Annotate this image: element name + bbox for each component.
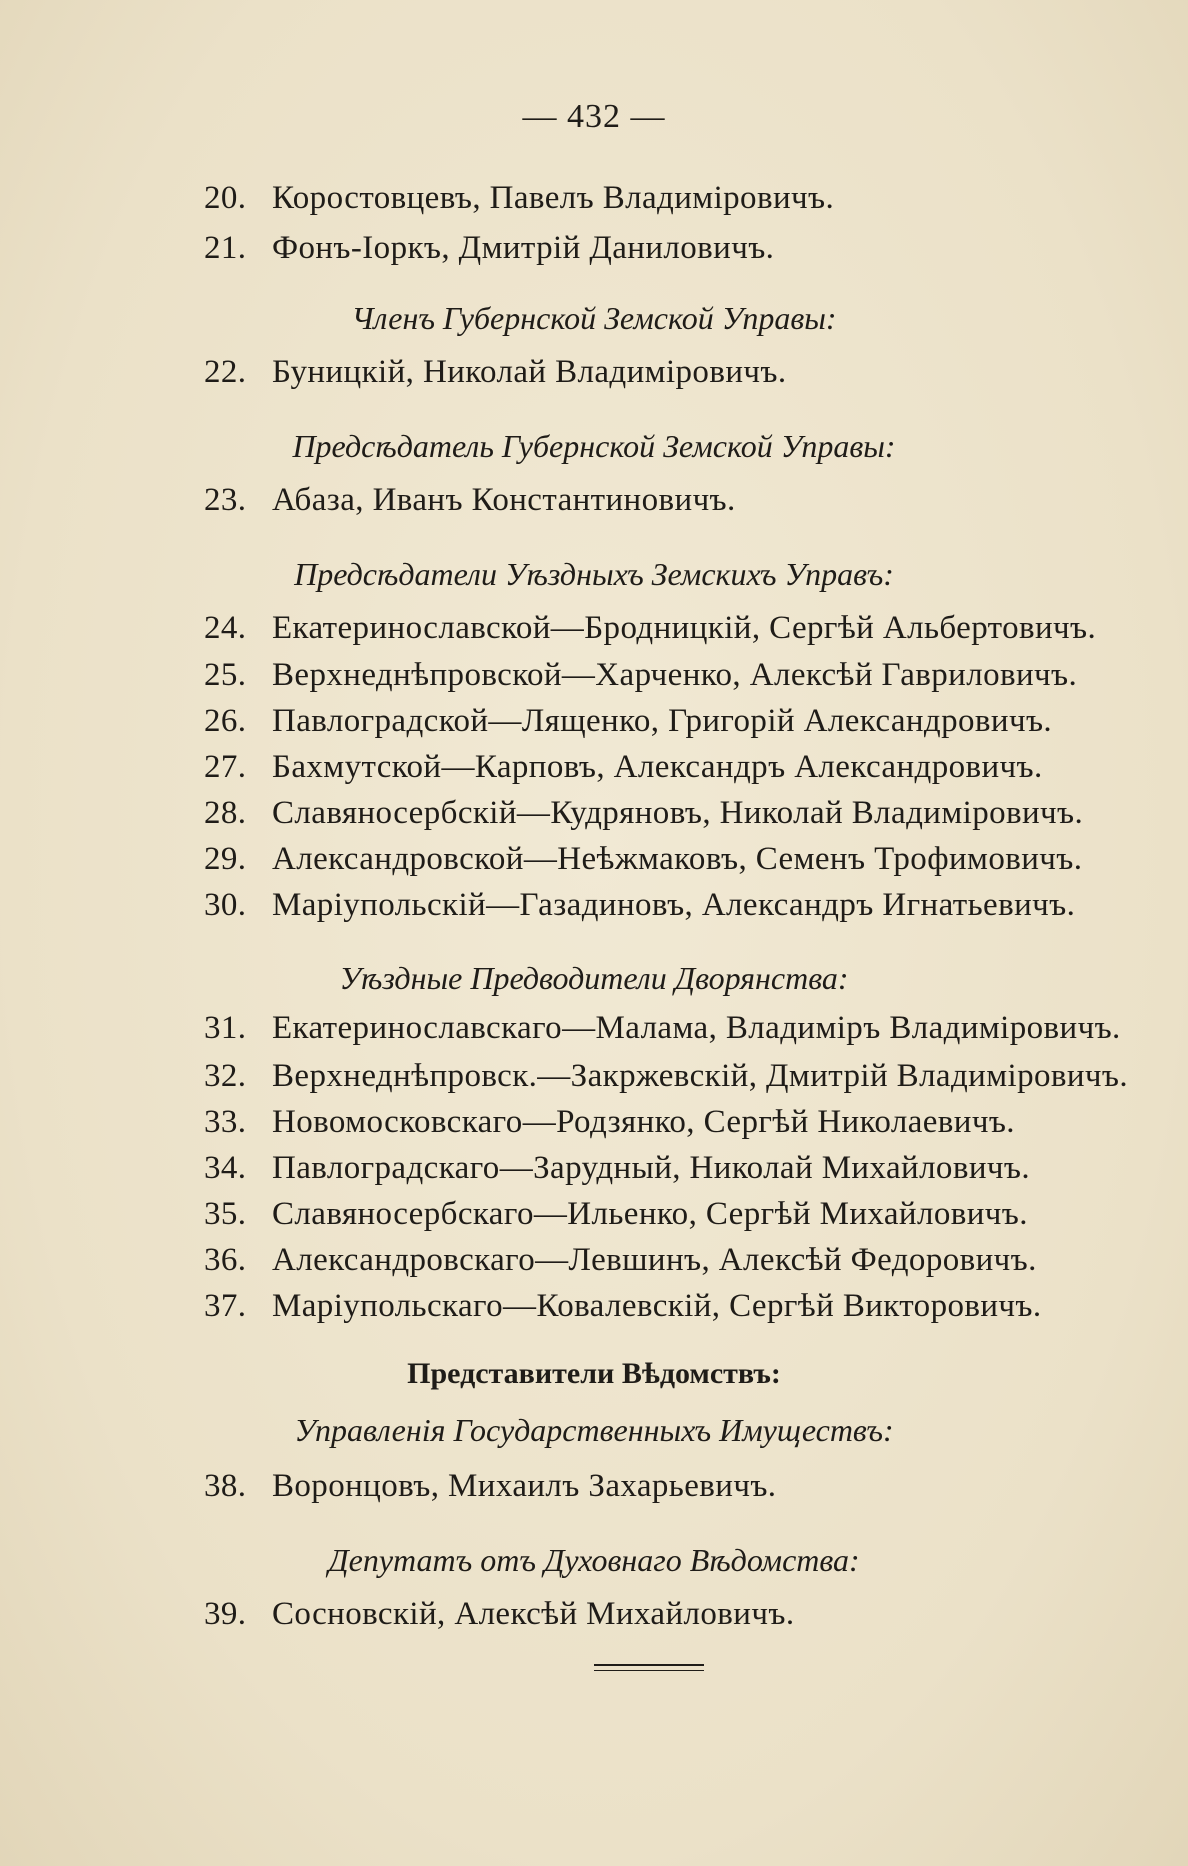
entry-text: Екатеринославскаго—Малама, Владиміръ Владиміровичъ. xyxy=(272,1010,1121,1046)
list-item xyxy=(204,1194,1028,1234)
list-item xyxy=(204,1466,776,1506)
page-number: — 432 — xyxy=(522,98,666,135)
entry-text: Славяносербскій—Кудряновъ, Николай Владиміровичъ. xyxy=(272,795,1084,831)
list-item xyxy=(204,747,1043,787)
list-item xyxy=(204,839,1082,879)
list-item xyxy=(204,885,1075,925)
entry-text: Славяносербскаго—Ильенко, Сергѣй Михайловичъ. xyxy=(272,1196,1028,1232)
entry-number: 36. xyxy=(204,1242,247,1278)
entry-number: 20. xyxy=(204,180,247,216)
entry-number: 29. xyxy=(204,841,247,877)
entry-text: Маріупольскій—Газадиновъ, Александръ Игнатьевичъ. xyxy=(272,887,1076,923)
entry-number: 32. xyxy=(204,1058,247,1094)
list-item xyxy=(204,228,774,268)
entry-text: Павлоградской—Лященко, Григорій Александровичъ. xyxy=(272,703,1053,739)
entry-text: Коростовцевъ, Павелъ Владиміровичъ. xyxy=(272,180,835,216)
entry-text: Сосновскій, Алексѣй Михайловичъ. xyxy=(272,1596,795,1632)
entry-text: Абаза, Иванъ Константиновичъ. xyxy=(272,482,736,518)
entry-text: Верхнеднѣпровск.—Закржевскій, Дмитрій Владиміровичъ. xyxy=(272,1058,1129,1094)
entry-text: Буницкій, Николай Владиміровичъ. xyxy=(272,354,787,390)
entry-text: Бахмутской—Карповъ, Александръ Александровичъ. xyxy=(272,749,1043,785)
entry-number: 33. xyxy=(204,1104,247,1140)
list-item xyxy=(204,608,1096,648)
list-item xyxy=(204,701,1052,741)
section-heading: Предсѣдатели Уѣздныхъ Земскихъ Управъ: xyxy=(294,556,894,592)
entry-number: 24. xyxy=(204,610,247,646)
entry-number: 34. xyxy=(204,1150,247,1186)
section-heading: Уѣздные Предводители Дворянства: xyxy=(339,960,849,996)
entry-number: 27. xyxy=(204,749,247,785)
closing-rule xyxy=(594,1664,704,1671)
entry-text: Верхнеднѣпровской—Харченко, Алексѣй Гавриловичъ. xyxy=(272,657,1078,693)
section-heading: Депутатъ отъ Духовнаго Вѣдомства: xyxy=(328,1542,860,1578)
entry-number: 23. xyxy=(204,482,247,518)
list-item xyxy=(204,480,736,520)
entry-text: Фонъ-Іоркъ, Дмитрій Даниловичъ. xyxy=(272,230,775,266)
entry-number: 35. xyxy=(204,1196,247,1232)
list-item xyxy=(204,1240,1037,1280)
list-item xyxy=(204,655,1077,695)
entry-number: 25. xyxy=(204,657,247,693)
entry-text: Александровской—Неѣжмаковъ, Семенъ Трофимовичъ. xyxy=(272,841,1083,877)
entry-text: Александровскаго—Левшинъ, Алексѣй Федоровичъ. xyxy=(272,1242,1037,1278)
entry-number: 22. xyxy=(204,354,247,390)
entry-text: Маріупольскаго—Ковалевскій, Сергѣй Викторовичъ. xyxy=(272,1288,1042,1324)
list-item xyxy=(204,1148,1030,1188)
list-item xyxy=(204,1102,1015,1142)
section-heading: Представители Вѣдомствъ: xyxy=(407,1357,781,1390)
list-item xyxy=(204,1594,794,1634)
entry-number: 28. xyxy=(204,795,247,831)
list-item xyxy=(204,1056,1128,1096)
entry-number: 31. xyxy=(204,1010,247,1046)
list-item xyxy=(204,793,1083,833)
list-item xyxy=(204,352,787,392)
entry-text: Павлоградскаго—Зарудный, Николай Михайловичъ. xyxy=(272,1150,1030,1186)
entry-text: Екатеринославской—Бродницкій, Сергѣй Альбертовичъ. xyxy=(272,610,1097,646)
list-item xyxy=(204,178,834,218)
list-item xyxy=(204,1008,1121,1048)
entry-text: Новомосковскаго—Родзянко, Сергѣй Николаевичъ. xyxy=(272,1104,1015,1140)
entry-number: 39. xyxy=(204,1596,247,1632)
entry-number: 38. xyxy=(204,1468,247,1504)
list-item xyxy=(204,1286,1042,1326)
entry-number: 30. xyxy=(204,887,247,923)
section-heading: Членъ Губернской Земской Управы: xyxy=(351,300,837,336)
entry-number: 21. xyxy=(204,230,247,266)
entry-text: Воронцовъ, Михаилъ Захарьевичъ. xyxy=(272,1468,777,1504)
entry-number: 37. xyxy=(204,1288,247,1324)
entry-number: 26. xyxy=(204,703,247,739)
section-subheading: Управленія Государственныхъ Имуществъ: xyxy=(294,1412,894,1448)
section-heading: Предсѣдатель Губернской Земской Управы: xyxy=(292,428,896,464)
